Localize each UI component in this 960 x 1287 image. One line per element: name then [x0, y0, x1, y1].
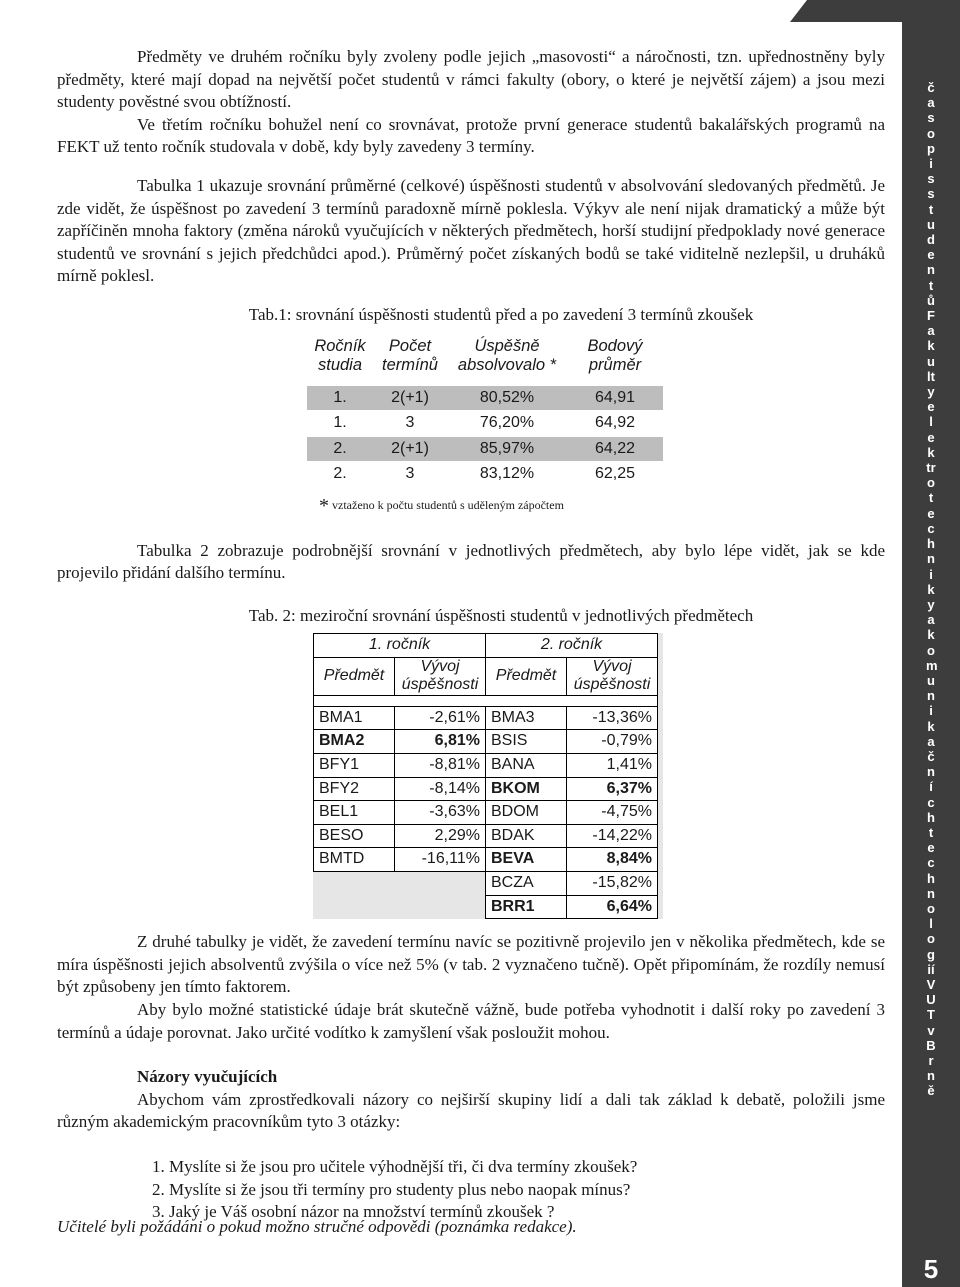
table2-col-trend: Vývoj úspěšnosti — [567, 657, 658, 695]
table-cell: -4,75% — [567, 801, 658, 825]
table-cell: BMA3 — [486, 706, 567, 730]
table-cell: 2(+1) — [373, 385, 447, 411]
table2-col-subject: Předmět — [314, 657, 395, 695]
table-cell: 2(+1) — [373, 436, 447, 462]
list-item: 1. Myslíte si že jsou pro učitele výhodnější tři, či dva termíny zkoušek? — [152, 1156, 638, 1176]
table1-header-cell: Ročník studia — [314, 336, 366, 374]
table-cell: BSIS — [486, 730, 567, 754]
editor-note: Učitelé byli požádáni o pokud možno stručné odpovědi (poznámka redakce). — [57, 1217, 577, 1236]
table1-header-cell: Úspěšně absolvovalo * — [457, 336, 557, 374]
table-cell: -0,79% — [567, 730, 658, 754]
table-cell: 6,81% — [395, 730, 486, 754]
table-row — [307, 385, 663, 411]
table1-caption: Tab.1: srovnání úspěšnosti studentů před a po zavedení 3 termínů zkoušek — [248, 304, 754, 324]
table-row — [314, 706, 658, 730]
table-cell: -15,82% — [567, 872, 658, 896]
table-cell: -3,63% — [395, 801, 486, 825]
table-cell: BMTD — [314, 848, 395, 872]
table1-header — [307, 335, 663, 377]
table-cell: 6,64% — [567, 895, 658, 919]
sidebar — [902, 22, 960, 1287]
table-cell: -13,36% — [567, 706, 658, 730]
table-row — [314, 872, 658, 896]
table-cell: 1. — [307, 385, 373, 411]
table-row — [314, 801, 658, 825]
table-row — [307, 436, 663, 462]
table-cell: BANA — [486, 754, 567, 778]
table2-container — [313, 633, 663, 919]
list-item: 2. Myslíte si že jsou tři termíny pro studenty plus nebo naopak mínus? — [152, 1179, 631, 1199]
table-cell: BDAK — [486, 824, 567, 848]
table-cell: -14,22% — [567, 824, 658, 848]
article-body — [57, 46, 885, 1224]
table2-group-2: 2. ročník — [486, 634, 658, 658]
table1-header-cell: Počet termínů — [382, 336, 438, 374]
paragraph-1: Předměty ve druhém ročníku byly zvoleny podle jejich „masovosti“ a náročnosti, tzn. upřednostněny byly předměty, které mají dopad na největší počet studentů v rámci fakulty (obory, o které je největší zájem) a jsou mezi studenty pověstné svou obtížností. — [57, 47, 885, 112]
list-item: 3. Jaký je Váš osobní názor na množství termínů zkoušek ? — [152, 1202, 555, 1222]
table-cell: 3 — [373, 411, 447, 437]
question-list — [57, 1156, 885, 1224]
table-cell: 6,37% — [567, 777, 658, 801]
paragraph-4: Tabulka 2 zobrazuje podrobnější srovnání v jednotlivých předmětech, aby bylo lépe vidět, jak se kde projevilo přidání dalšího termínu. — [57, 540, 885, 583]
table-cell: 76,20% — [447, 411, 567, 437]
table-cell: -2,61% — [395, 706, 486, 730]
paragraph-7: Abychom vám zprostředkovali názory co nejširší skupiny lidí a dali tak základ k debatě, položili jsme různým akademickým pracovníkům tyto 3 otázky: — [57, 1089, 885, 1132]
table2 — [313, 633, 658, 919]
table-cell: 1,41% — [567, 754, 658, 778]
table2-group-1: 1. ročník — [314, 634, 486, 658]
table2-col-trend: Vývoj úspěšnosti — [395, 657, 486, 695]
table-cell: BEL1 — [314, 801, 395, 825]
table-cell: 85,97% — [447, 436, 567, 462]
table-cell: 3 — [373, 462, 447, 488]
paragraph-5: Z druhé tabulky je vidět, že zavedení termínu navíc se pozitivně projevilo jen v několika předmětech, kde se míra úspěšnosti jejich absolventů zvýšila o více než 5% (v tab. 2 vyznačeno tučně). Opět připomínám, že rozdíly nemusí být způsobeny jen tímto faktorem. — [57, 932, 885, 997]
note-text: vztaženo k počtu studentů s uděleným zápočtem — [332, 497, 564, 512]
table1 — [307, 335, 663, 488]
table-cell: 1. — [307, 411, 373, 437]
table-cell: -8,14% — [395, 777, 486, 801]
paragraph-3: Tabulka 1 ukazuje srovnání průměrné (celkové) úspěšnosti studentů v absolvování sledovaných předmětů. Je zde vidět, že úspěšnost po zavedení 3 termínů paradoxně mírně poklesla. Výkyv ale není nijak dramatický a může být zapříčiněn mnoha faktory (změna nároků vyučujících v některých předmětech, horší studijní předpoklady nové generace studentů ve srovnání s jejich předchůdci apod.). Průměrný počet získaných bodů se také viditelně nezlepšil, u druháků mírně poklesl. — [57, 175, 885, 286]
table-cell: 2,29% — [395, 824, 486, 848]
section-heading: Názory vyučujících — [137, 1067, 278, 1087]
table-cell: BRR1 — [486, 895, 567, 919]
table-row — [314, 777, 658, 801]
table-row — [314, 730, 658, 754]
table2-col-subject: Předmět — [486, 657, 567, 695]
table-cell: BFY2 — [314, 777, 395, 801]
paragraph-6: Aby bylo možné statistické údaje brát skutečně vážně, bude potřeba vyhodnotit i další roky po zavedení 3 termínů a údaje porovnat. Jako určité vodítko k zamyšlení však posloužit mohou. — [57, 1000, 885, 1042]
table-row — [314, 895, 658, 919]
table-cell: 62,25 — [567, 462, 663, 488]
table1-header-cell: Bodový průměr — [587, 336, 643, 374]
table-cell: 64,92 — [567, 411, 663, 437]
top-bar-accent — [790, 0, 960, 22]
table-cell: BDOM — [486, 801, 567, 825]
table-cell: BMA1 — [314, 706, 395, 730]
table-cell: BMA2 — [314, 730, 395, 754]
table-cell: 2. — [307, 436, 373, 462]
table-row — [314, 848, 658, 872]
table-cell: BFY1 — [314, 754, 395, 778]
table-cell: 80,52% — [447, 385, 567, 411]
table-cell: 64,91 — [567, 385, 663, 411]
table-cell: -16,11% — [395, 848, 486, 872]
table-row — [314, 754, 658, 778]
table-cell: 2. — [307, 462, 373, 488]
note-star: * — [319, 494, 329, 517]
table-row — [314, 824, 658, 848]
table-cell: BCZA — [486, 872, 567, 896]
table-cell: BKOM — [486, 777, 567, 801]
table-cell: -8,81% — [395, 754, 486, 778]
table-cell: 83,12% — [447, 462, 567, 488]
table-row — [307, 462, 663, 488]
table-cell: BEVA — [486, 848, 567, 872]
table2-caption: Tab. 2: meziroční srovnání úspěšnosti studentů v jednotlivých předmětech — [248, 605, 754, 625]
table-row — [307, 411, 663, 437]
table1-note — [319, 494, 885, 518]
paragraph-2: Ve třetím ročníku bohužel není co srovnávat, protože první generace studentů bakalářských programů na FEKT už tento ročník studovala v době, kdy byly zavedeny 3 termíny. — [57, 114, 885, 157]
sidebar-magazine-title: časopis studentů Fakulty elektrotechniky a komunikačních technologií VUT v Brně — [926, 80, 938, 1099]
page-number: 5 — [923, 1254, 939, 1284]
table-cell: 8,84% — [567, 848, 658, 872]
table-cell: BESO — [314, 824, 395, 848]
table-cell: 64,22 — [567, 436, 663, 462]
